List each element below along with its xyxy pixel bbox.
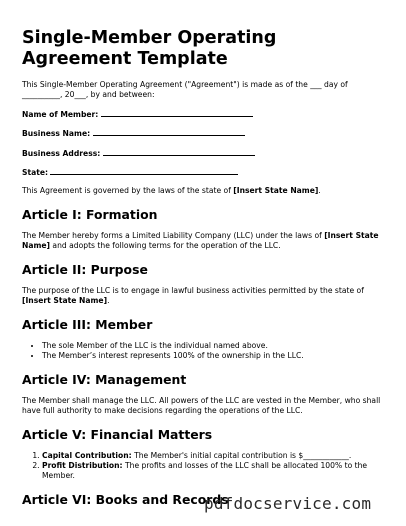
blank-line <box>103 147 255 156</box>
article-formation-heading: Article I: Formation <box>22 207 158 222</box>
governing-state-placeholder: [Insert State Name] <box>233 186 319 195</box>
list-item <box>42 451 384 461</box>
capital-contribution-text: The Member's initial capital contribution is $____________. <box>131 451 352 460</box>
article-books-heading: Article VI: Books and Records <box>22 492 229 507</box>
governing-text: This Agreement is governed by the laws of the state of <box>22 186 234 195</box>
governing-law-paragraph <box>22 186 384 196</box>
watermark: pdfdocservice.com <box>204 494 372 513</box>
formation-text-pre: The Member hereby forms a Limited Liability Company (LLC) under the laws of <box>22 231 325 240</box>
profit-distribution-text: The profits and losses of the LLC shall be allocated 100% to the Member. <box>42 461 368 480</box>
field-name-of-member <box>22 108 384 120</box>
list-item <box>42 461 384 481</box>
document-page <box>22 28 384 516</box>
profit-distribution-label: Profit Distribution: <box>42 461 123 470</box>
field-state <box>22 166 384 178</box>
member-list <box>22 341 384 361</box>
article-management-text: The Member shall manage the LLC. All powers of the LLC are vested in the Member, who shall have full authority to make decisions regarding the operations of the LLC. <box>22 396 381 415</box>
field-label: Business Name: <box>22 129 91 138</box>
field-label: Name of Member: <box>22 109 99 119</box>
article-purpose-text <box>22 286 384 306</box>
governing-text-end: . <box>318 186 321 195</box>
article-management-heading: Article IV: Management <box>22 372 187 387</box>
formation-state-placeholder: [Insert State Name] <box>22 231 379 250</box>
article-financial-heading: Article V: Financial Matters <box>22 427 213 442</box>
financial-list <box>22 451 384 481</box>
field-label: State: <box>22 168 49 177</box>
article-formation-text <box>22 231 384 251</box>
article-member-heading: Article III: Member <box>22 317 153 332</box>
blank-line <box>101 108 253 117</box>
intro-paragraph: This Single-Member Operating Agreement ("Agreement") is made as of the ___ day of __________, 20___, by and between: <box>22 80 348 99</box>
formation-text-post: and adopts the following terms for the operation of the LLC. <box>50 241 281 250</box>
field-label: Business Address: <box>22 148 101 158</box>
document-title: Single-Member Operating Agreement Template <box>22 28 277 69</box>
capital-contribution-label: Capital Contribution: <box>42 451 132 460</box>
purpose-state-placeholder: [Insert State Name] <box>22 296 108 305</box>
field-business-address <box>22 147 384 159</box>
list-item: • The sole Member of the LLC is the individual named above. <box>42 341 384 351</box>
list-item: • The Member’s interest represents 100% of the ownership in the LLC. <box>42 351 384 361</box>
purpose-text-post: . <box>107 296 110 305</box>
article-purpose-heading: Article II: Purpose <box>22 262 148 277</box>
blank-line <box>50 166 238 175</box>
blank-line <box>93 127 245 136</box>
purpose-text-pre: The purpose of the LLC is to engage in lawful business activities permitted by the state of <box>22 286 364 295</box>
field-business-name <box>22 127 384 139</box>
